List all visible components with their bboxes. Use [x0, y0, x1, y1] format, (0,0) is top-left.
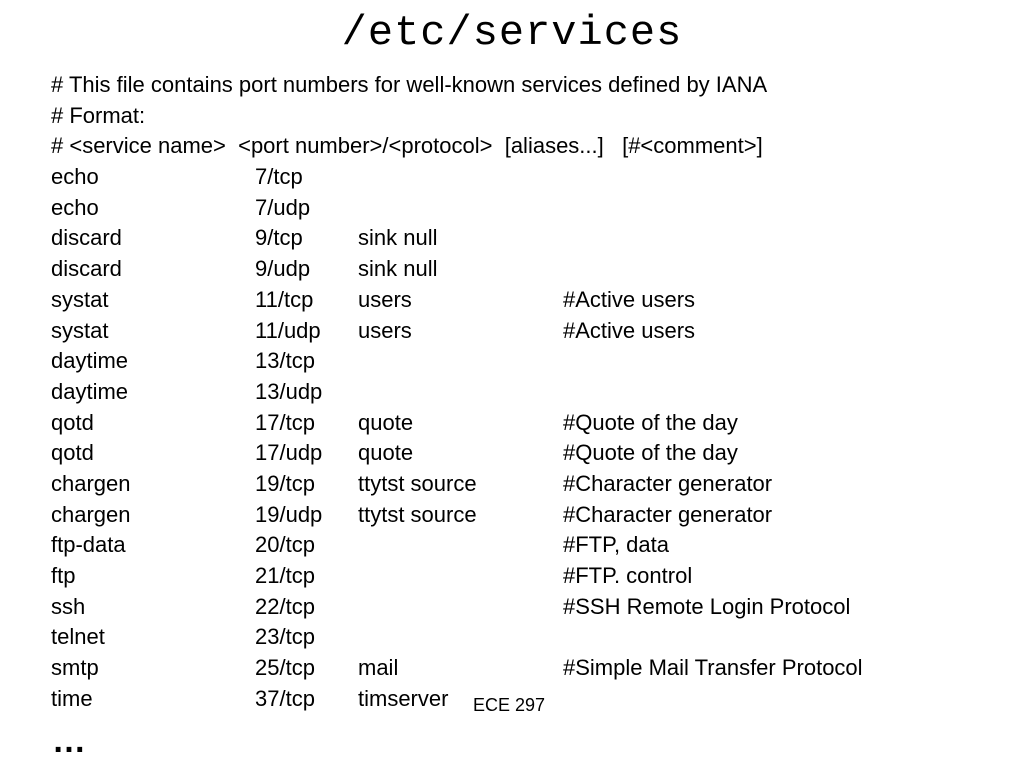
service-name: systat — [51, 286, 109, 312]
port-protocol: 23/tcp — [255, 624, 315, 650]
port-protocol: 9/tcp — [255, 225, 303, 251]
comment — [563, 223, 1011, 254]
port-protocol: 21/tcp — [255, 563, 315, 588]
port-protocol: 7/udp — [255, 194, 311, 220]
service-name: discard — [51, 256, 122, 282]
comment: #Quote of the day — [563, 440, 738, 466]
aliases: quote — [358, 409, 414, 435]
comment: #Character generator — [563, 470, 773, 496]
aliases — [358, 561, 563, 592]
service-row — [51, 346, 1011, 377]
aliases — [358, 592, 563, 623]
footer-label: ECE 297 — [473, 695, 546, 715]
comment: #FTP, data — [563, 532, 669, 558]
aliases — [358, 162, 563, 193]
comment — [563, 346, 1011, 377]
service-name: discard — [51, 225, 122, 251]
port-protocol: 13/udp — [255, 378, 323, 404]
port-protocol: 17/udp — [255, 440, 323, 466]
services-listing — [51, 70, 1011, 714]
comment: #FTP. control — [563, 563, 693, 588]
service-name: telnet — [51, 624, 105, 650]
aliases: quote — [358, 440, 414, 466]
service-row — [51, 653, 1011, 684]
comment — [563, 193, 1011, 224]
aliases — [358, 530, 563, 561]
service-name: qotd — [51, 409, 94, 435]
aliases — [358, 377, 563, 408]
comment-line: # <service name> <port number>/<protocol> [aliases...] [#<comment>] — [51, 133, 763, 159]
comment: #Quote of the day — [563, 409, 738, 435]
service-row — [51, 469, 1011, 500]
port-protocol: 11/tcp — [255, 286, 314, 312]
comment-line: # This file contains port numbers for well-known services defined by IANA — [51, 72, 768, 97]
service-row — [51, 438, 1011, 469]
service-name: echo — [51, 194, 99, 220]
service-row — [51, 254, 1011, 285]
service-name: smtp — [51, 655, 99, 681]
service-row — [51, 223, 1011, 254]
service-name: chargen — [51, 501, 131, 527]
port-protocol: 25/tcp — [255, 655, 315, 681]
service-row — [51, 561, 1011, 592]
port-protocol: 9/udp — [255, 256, 311, 282]
service-row — [51, 193, 1011, 224]
service-row — [51, 622, 1011, 653]
comment: #Character generator — [563, 501, 773, 527]
comment — [563, 622, 1011, 653]
aliases: ttytst source — [358, 470, 477, 496]
service-name: qotd — [51, 440, 94, 466]
service-name: time — [51, 685, 93, 711]
service-entries — [51, 162, 1011, 714]
aliases: users — [358, 317, 412, 343]
service-row — [51, 408, 1011, 439]
comment: #SSH Remote Login Protocol — [563, 593, 851, 619]
comment: #Active users — [563, 317, 696, 343]
comment — [563, 162, 1011, 193]
port-protocol: 11/udp — [255, 317, 321, 343]
service-name: ftp — [51, 563, 76, 588]
continuation-ellipsis: … — [52, 722, 85, 760]
port-protocol: 13/tcp — [255, 348, 315, 374]
service-name: ssh — [51, 593, 86, 619]
port-protocol: 19/udp — [255, 501, 323, 527]
service-row — [51, 592, 1011, 623]
aliases: ttytst source — [358, 501, 477, 527]
comment-line: # Format: — [51, 102, 146, 128]
comment: #Simple Mail Transfer Protocol — [563, 655, 863, 681]
aliases: mail — [358, 655, 399, 681]
comment: #Active users — [563, 286, 696, 312]
comment — [563, 377, 1011, 408]
aliases — [358, 193, 563, 224]
service-name: daytime — [51, 378, 129, 404]
service-name: systat — [51, 317, 109, 343]
port-protocol: 7/tcp — [255, 164, 303, 190]
aliases: users — [358, 286, 412, 312]
port-protocol: 20/tcp — [255, 532, 315, 558]
service-name: echo — [51, 164, 99, 190]
service-row — [51, 530, 1011, 561]
service-name: chargen — [51, 470, 131, 496]
aliases — [358, 346, 563, 377]
comment — [563, 254, 1011, 285]
comment — [563, 684, 1011, 715]
port-protocol: 17/tcp — [255, 409, 315, 435]
port-protocol: 19/tcp — [255, 470, 315, 496]
port-protocol: 22/tcp — [255, 593, 315, 619]
service-row — [51, 162, 1011, 193]
aliases — [358, 622, 563, 653]
service-row — [51, 377, 1011, 408]
service-row — [51, 285, 1011, 316]
service-name: ftp-data — [51, 532, 126, 558]
aliases: sink null — [358, 225, 438, 251]
service-row — [51, 316, 1011, 347]
port-protocol: 37/tcp — [255, 685, 315, 711]
slide-title: /etc/services — [341, 9, 683, 57]
aliases: sink null — [358, 256, 438, 282]
aliases: timserver — [358, 685, 449, 711]
service-row — [51, 500, 1011, 531]
service-name: daytime — [51, 348, 129, 374]
